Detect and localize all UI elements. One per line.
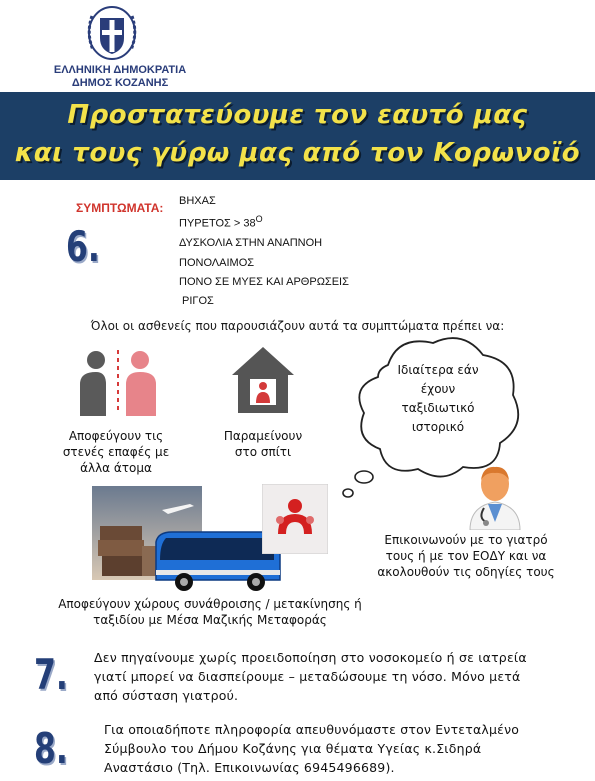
banner-title-line-1: Προστατεύουμε τον εαυτό μας <box>67 100 528 130</box>
contact-doctor-caption <box>368 532 564 580</box>
section-8-number: 8. <box>34 724 68 773</box>
symptom-item <box>179 214 263 230</box>
caption-line: ταξιδίου με Μέσα Μαζικής Μεταφοράς <box>93 613 327 627</box>
cloud-line: έχουν <box>420 382 456 396</box>
symptoms-label: ΣΥΜΠΤΩΜΑΤΑ: <box>76 201 164 215</box>
section-6-number: 6. <box>66 222 100 271</box>
symptom-fever-text: ΠΥΡΕΤΟΣ > 38 <box>179 217 256 230</box>
symptom-item: ΔΥΣΚΟΛΙΑ ΣΤΗΝ ΑΝΑΠΝΟΗ <box>179 237 323 249</box>
caption-line: ακολουθούν τις οδηγίες τους <box>377 565 555 579</box>
caption-line: άλλα άτομα <box>80 461 152 475</box>
people-distance-icon <box>74 348 162 416</box>
cloud-line: ιστορικό <box>411 420 465 434</box>
caption-line: στενές επαφές με <box>62 445 170 459</box>
section-7-number: 7. <box>34 650 68 699</box>
symptom-item: ΠΟΝΟΛΑΙΜΟΣ <box>179 257 255 269</box>
avoid-crowds-caption <box>40 596 380 628</box>
org-line-2: ΔΗΜΟΣ ΚΟΖΑΝΗΣ <box>71 77 169 89</box>
cloud-line: Ιδιαίτερα εάν <box>397 363 479 377</box>
caption-line: τους ή με τον ΕΟΔΥ και να <box>385 549 547 563</box>
organization-name <box>40 4 200 90</box>
symptom-item: ΠΟΝΟ ΣΕ ΜΥΕΣ ΚΑΙ ΑΡΘΡΩΣΕΙΣ <box>179 276 349 288</box>
paragraph-line: γιατί μπορεί να διασπείρουμε – μεταδώσουμε τη νόσο. Μόνο μετά <box>94 669 521 684</box>
paragraph-line: Για οποιαδήποτε πληροφορία απευθυνόμαστε στον Εντεταλμένο <box>104 722 520 737</box>
section-7-text <box>94 648 564 705</box>
stay-home-caption <box>205 428 321 460</box>
doctor-icon <box>464 462 526 530</box>
symptom-item: ΡΙΓΟΣ <box>182 295 214 307</box>
caption-line: Αποφεύγουν χώρους συνάθροισης / μετακίνησης ή <box>58 597 362 611</box>
cloud-text <box>378 361 498 437</box>
paragraph-line: Αναστάσιο (Τηλ. Επικοινωνίας 6945496689). <box>104 760 395 775</box>
degree-superscript: O <box>255 214 263 224</box>
paragraph-line: Δεν πηγαίνουμε χωρίς προειδοποίηση στο νοσοκομείο ή σε ιατρεία <box>94 650 527 665</box>
crowd-photo <box>262 484 328 554</box>
avoid-contact-caption <box>46 428 186 476</box>
house-person-icon <box>230 345 296 415</box>
caption-line: Παραμείνουν <box>223 429 303 443</box>
paragraph-line: Σύμβουλο του Δήμου Κοζάνης για θέματα Υγείας κ.Σιδηρά <box>104 741 482 756</box>
symptoms-intro: Όλοι οι ασθενείς που παρουσιάζουν αυτά τα συμπτώματα πρέπει να: <box>90 319 505 333</box>
paragraph-line: από σύσταση γιατρού. <box>94 688 239 703</box>
cloud-line: ταξιδιωτικό <box>401 401 475 415</box>
section-8-text <box>104 720 564 777</box>
title-banner <box>0 92 595 180</box>
caption-line: Αποφεύγουν τις <box>68 429 164 443</box>
caption-line: Επικοινωνούν με το γιατρό <box>384 533 548 547</box>
symptom-item: ΒΗΧΑΣ <box>179 195 216 207</box>
banner-title-line-2: και τους γύρω μας από τον Κορωνοϊό <box>14 138 581 168</box>
org-line-1: ΕΛΛΗΝΙΚΗ ΔΗΜΟΚΡΑΤΙΑ <box>53 64 187 76</box>
caption-line: στο σπίτι <box>234 445 292 459</box>
